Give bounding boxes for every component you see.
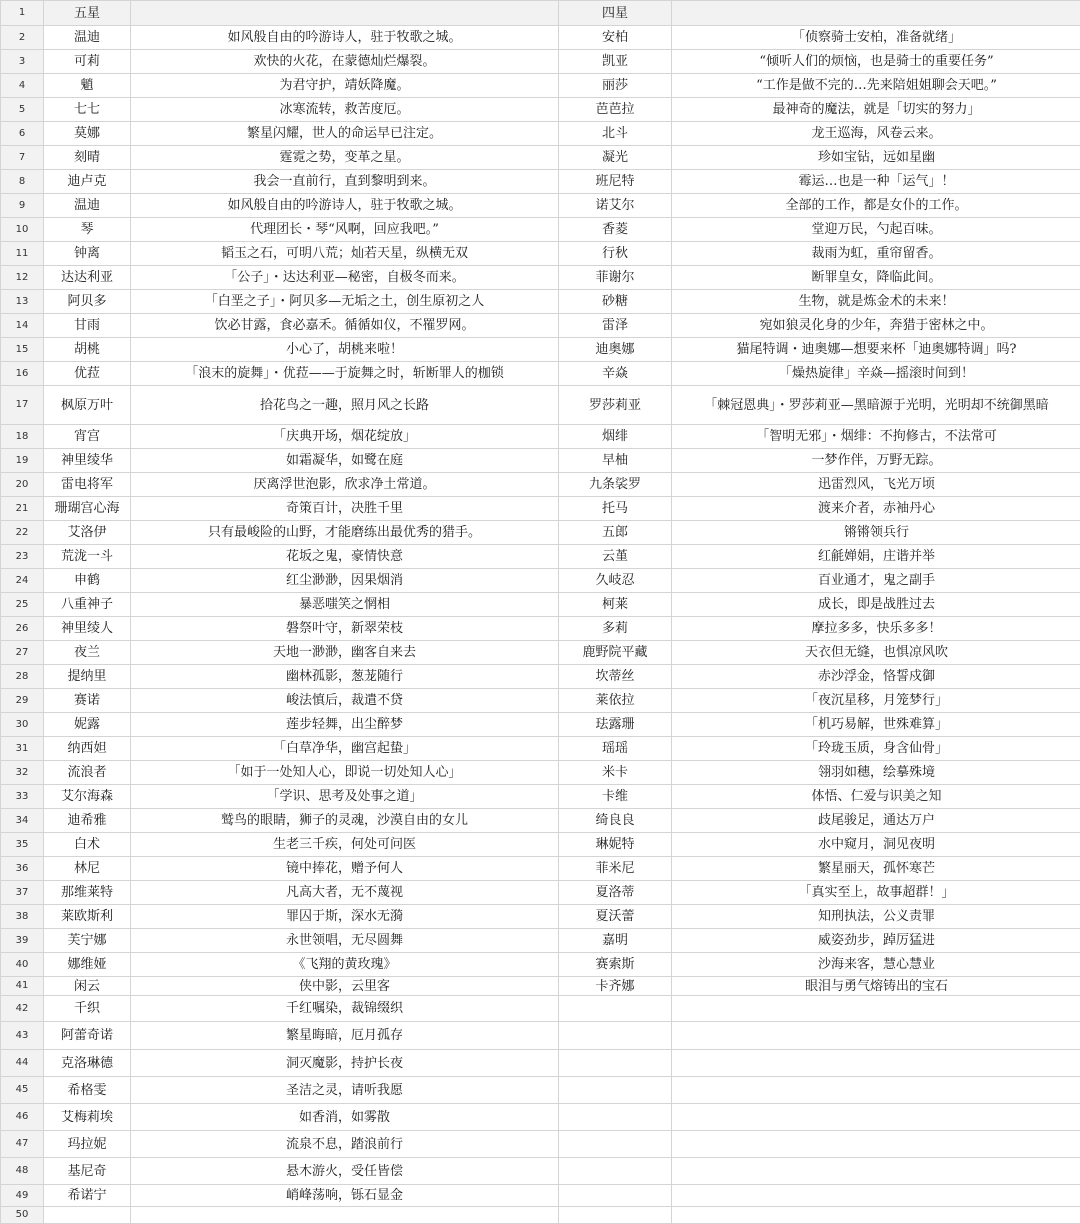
four-star-name-cell[interactable]: 罗莎莉亚 bbox=[559, 386, 672, 425]
row-number[interactable]: 44 bbox=[1, 1050, 44, 1077]
table-row bbox=[1, 1077, 1080, 1104]
four-star-name-cell[interactable]: 久岐忍 bbox=[559, 569, 672, 593]
table-row bbox=[1, 122, 1080, 146]
five-star-name-cell[interactable]: 那维莱特 bbox=[44, 881, 131, 905]
table-row bbox=[1, 929, 1080, 953]
four-star-name-cell[interactable] bbox=[559, 1185, 672, 1207]
four-star-quote-cell[interactable]: 「智明无邪」・烟绯：不拘修古，不法常可 bbox=[672, 425, 1080, 449]
five-star-quote-cell[interactable]: 饮必甘露，食必嘉禾。循循如仪，不罹罗网。 bbox=[131, 314, 559, 338]
five-star-name-cell[interactable]: 林尼 bbox=[44, 857, 131, 881]
table-row bbox=[1, 218, 1080, 242]
five-star-name-cell[interactable]: 温迪 bbox=[44, 194, 131, 218]
table-row bbox=[1, 314, 1080, 338]
five-star-quote-cell[interactable]: 红尘渺渺，因果烟消 bbox=[131, 569, 559, 593]
four-star-quote-cell[interactable]: 翎羽如穗，绘摹殊境 bbox=[672, 761, 1080, 785]
row-number[interactable]: 49 bbox=[1, 1185, 44, 1207]
five-star-name-cell[interactable]: 魈 bbox=[44, 74, 131, 98]
row-number[interactable]: 38 bbox=[1, 905, 44, 929]
row-number[interactable]: 25 bbox=[1, 593, 44, 617]
five-star-name-cell[interactable]: 玛拉妮 bbox=[44, 1131, 131, 1158]
four-star-name-cell[interactable] bbox=[559, 1158, 672, 1185]
table-row bbox=[1, 833, 1080, 857]
four-star-name-cell[interactable]: 鹿野院平藏 bbox=[559, 641, 672, 665]
five-star-quote-cell[interactable]: 镜中捧花，赠予何人 bbox=[131, 857, 559, 881]
table-row bbox=[1, 641, 1080, 665]
four-star-name-cell[interactable]: 瑶瑶 bbox=[559, 737, 672, 761]
five-star-quote-cell[interactable]: 圣洁之灵，请听我愿 bbox=[131, 1077, 559, 1104]
table-row bbox=[1, 953, 1080, 977]
table-row bbox=[1, 977, 1080, 996]
four-star-quote-cell[interactable]: 歧尾骏足，通达万户 bbox=[672, 809, 1080, 833]
five-star-name-cell[interactable]: 申鹤 bbox=[44, 569, 131, 593]
five-star-quote-cell[interactable]: 幽林孤影，葱茏随行 bbox=[131, 665, 559, 689]
five-star-quote-cell[interactable]: 「浪末的旋舞」・优菈——于旋舞之时，斩断罪人的枷锁 bbox=[131, 362, 559, 386]
five-star-quote-cell[interactable]: 鹫鸟的眼睛，狮子的灵魂，沙漠自由的女儿 bbox=[131, 809, 559, 833]
five-star-quote-cell[interactable]: 代理团长・琴“风啊，回应我吧。” bbox=[131, 218, 559, 242]
five-star-name-cell[interactable]: 雷电将军 bbox=[44, 473, 131, 497]
table-row bbox=[1, 1158, 1080, 1185]
five-star-name-cell[interactable]: 胡桃 bbox=[44, 338, 131, 362]
table-row bbox=[1, 170, 1080, 194]
five-star-quote-cell[interactable]: 欢快的火花，在蒙德灿烂爆裂。 bbox=[131, 50, 559, 74]
table-row bbox=[1, 617, 1080, 641]
header-row bbox=[1, 1, 1080, 26]
row-number[interactable]: 27 bbox=[1, 641, 44, 665]
five-star-quote-cell[interactable]: 花坂之鬼，豪情快意 bbox=[131, 545, 559, 569]
row-number[interactable]: 39 bbox=[1, 929, 44, 953]
row-number[interactable]: 28 bbox=[1, 665, 44, 689]
table-row bbox=[1, 905, 1080, 929]
table-row bbox=[1, 881, 1080, 905]
five-star-name-cell[interactable]: 八重神子 bbox=[44, 593, 131, 617]
five-star-quote-cell[interactable]: 繁星晦暗，厄月孤存 bbox=[131, 1022, 559, 1050]
row-number[interactable]: 17 bbox=[1, 386, 44, 425]
row-number[interactable]: 5 bbox=[1, 98, 44, 122]
four-star-name-cell[interactable]: 香菱 bbox=[559, 218, 672, 242]
five-star-quote-cell[interactable]: 悬木游火，受任皆偿 bbox=[131, 1158, 559, 1185]
table-row bbox=[1, 449, 1080, 473]
table-row bbox=[1, 98, 1080, 122]
five-star-name-cell[interactable]: 赛诺 bbox=[44, 689, 131, 713]
four-star-quote-cell[interactable]: 堂迎万民，勺起百味。 bbox=[672, 218, 1080, 242]
five-star-name-cell[interactable]: 流浪者 bbox=[44, 761, 131, 785]
five-star-name-cell[interactable]: 迪希雅 bbox=[44, 809, 131, 833]
five-star-quote-cell[interactable]: 「学识、思考及处事之道」 bbox=[131, 785, 559, 809]
five-star-name-cell[interactable]: 莱欧斯利 bbox=[44, 905, 131, 929]
row-number[interactable]: 35 bbox=[1, 833, 44, 857]
header-empty-cell[interactable] bbox=[672, 1, 1080, 26]
row-number[interactable]: 20 bbox=[1, 473, 44, 497]
row-number[interactable]: 21 bbox=[1, 497, 44, 521]
five-star-name-cell[interactable]: 七七 bbox=[44, 98, 131, 122]
five-star-quote-cell[interactable]: 生老三千疾，何处可问医 bbox=[131, 833, 559, 857]
four-star-name-cell[interactable]: 雷泽 bbox=[559, 314, 672, 338]
table-row bbox=[1, 1104, 1080, 1131]
five-star-name-cell[interactable]: 艾洛伊 bbox=[44, 521, 131, 545]
row-number[interactable]: 42 bbox=[1, 996, 44, 1022]
table-row bbox=[1, 266, 1080, 290]
four-star-name-cell[interactable]: 柯莱 bbox=[559, 593, 672, 617]
five-star-name-cell[interactable]: 夜兰 bbox=[44, 641, 131, 665]
five-star-name-cell[interactable]: 钟离 bbox=[44, 242, 131, 266]
five-star-name-cell[interactable]: 迪卢克 bbox=[44, 170, 131, 194]
five-star-name-cell[interactable]: 优菈 bbox=[44, 362, 131, 386]
table-row bbox=[1, 665, 1080, 689]
four-star-quote-cell[interactable]: 体悟、仁爱与识美之知 bbox=[672, 785, 1080, 809]
five-star-name-cell[interactable]: 千织 bbox=[44, 996, 131, 1022]
four-star-quote-cell[interactable]: 繁星丽天，孤怀寒芒 bbox=[672, 857, 1080, 881]
table-row bbox=[1, 146, 1080, 170]
four-star-name-cell[interactable] bbox=[559, 1050, 672, 1077]
table-row bbox=[1, 74, 1080, 98]
row-number[interactable]: 9 bbox=[1, 194, 44, 218]
table-row bbox=[1, 1050, 1080, 1077]
row-number[interactable]: 36 bbox=[1, 857, 44, 881]
four-star-quote-cell[interactable] bbox=[672, 1050, 1080, 1077]
four-star-quote-cell[interactable]: 猫尾特调・迪奥娜—想要来杯「迪奥娜特调」吗? bbox=[672, 338, 1080, 362]
row-number[interactable]: 2 bbox=[1, 26, 44, 50]
five-star-name-cell[interactable]: 宵宫 bbox=[44, 425, 131, 449]
four-star-quote-cell[interactable]: 水中窥月，洞见夜明 bbox=[672, 833, 1080, 857]
five-star-name-cell[interactable]: 芙宁娜 bbox=[44, 929, 131, 953]
four-star-quote-cell[interactable]: 「玲珑玉质，身含仙骨」 bbox=[672, 737, 1080, 761]
four-star-name-cell[interactable]: 绮良良 bbox=[559, 809, 672, 833]
table-row bbox=[1, 242, 1080, 266]
row-number[interactable]: 8 bbox=[1, 170, 44, 194]
table-row bbox=[1, 290, 1080, 314]
row-number[interactable]: 19 bbox=[1, 449, 44, 473]
four-star-quote-cell[interactable]: 珍如宝钻，远如星幽 bbox=[672, 146, 1080, 170]
row-number[interactable]: 31 bbox=[1, 737, 44, 761]
table-row bbox=[1, 521, 1080, 545]
five-star-name-cell[interactable]: 希诺宁 bbox=[44, 1185, 131, 1207]
row-number[interactable]: 48 bbox=[1, 1158, 44, 1185]
four-star-quote-cell[interactable]: 天衣但无缝，也惧凉风吹 bbox=[672, 641, 1080, 665]
table-row bbox=[1, 362, 1080, 386]
four-star-quote-cell[interactable]: 「棘冠恩典」・罗莎莉亚—黑暗源于光明，光明却不统御黑暗 bbox=[672, 386, 1080, 425]
five-star-quote-cell[interactable]: 拾花鸟之一趣，照月风之长路 bbox=[131, 386, 559, 425]
four-star-quote-cell[interactable]: 霉运…也是一种「运气」！ bbox=[672, 170, 1080, 194]
table-row bbox=[1, 473, 1080, 497]
four-star-quote-cell[interactable]: 渡来介者，赤袖丹心 bbox=[672, 497, 1080, 521]
four-star-name-cell[interactable]: 琳妮特 bbox=[559, 833, 672, 857]
five-star-name-cell[interactable]: 达达利亚 bbox=[44, 266, 131, 290]
four-star-name-cell[interactable]: 卡齐娜 bbox=[559, 977, 672, 996]
four-star-quote-cell[interactable]: 「真实至上，故事超群！」 bbox=[672, 881, 1080, 905]
four-star-quote-cell[interactable]: 迅雷烈风，飞光万顷 bbox=[672, 473, 1080, 497]
four-star-name-cell[interactable]: 安柏 bbox=[559, 26, 672, 50]
four-star-quote-cell[interactable]: 摩拉多多，快乐多多！ bbox=[672, 617, 1080, 641]
four-star-quote-cell[interactable]: 全部的工作，都是女仆的工作。 bbox=[672, 194, 1080, 218]
five-star-quote-cell[interactable]: 峭峰荡响，铄石显金 bbox=[131, 1185, 559, 1207]
header-five-star[interactable]: 五星 bbox=[44, 1, 131, 26]
four-star-quote-cell[interactable] bbox=[672, 1022, 1080, 1050]
five-star-name-cell[interactable]: 希格雯 bbox=[44, 1077, 131, 1104]
five-star-name-cell[interactable]: 娜维娅 bbox=[44, 953, 131, 977]
row-number[interactable]: 43 bbox=[1, 1022, 44, 1050]
four-star-quote-cell[interactable]: 「燥热旋律」辛焱—摇滚时间到！ bbox=[672, 362, 1080, 386]
table-row bbox=[1, 593, 1080, 617]
row-number[interactable]: 13 bbox=[1, 290, 44, 314]
five-star-quote-cell[interactable]: 洞灭魔影，持护长夜 bbox=[131, 1050, 559, 1077]
four-star-name-cell[interactable]: 北斗 bbox=[559, 122, 672, 146]
five-star-name-cell[interactable]: 基尼奇 bbox=[44, 1158, 131, 1185]
five-star-quote-cell[interactable]: 暴恶嗤笑之惘相 bbox=[131, 593, 559, 617]
five-star-quote-cell[interactable]: 莲步轻舞，出尘醉梦 bbox=[131, 713, 559, 737]
five-star-quote-cell[interactable]: 韬玉之石，可明八荒；灿若天星，纵横无双 bbox=[131, 242, 559, 266]
five-star-quote-cell[interactable]: 千红嘱染，裁锦缀织 bbox=[131, 996, 559, 1022]
table-row bbox=[1, 1022, 1080, 1050]
row-number[interactable]: 37 bbox=[1, 881, 44, 905]
four-star-quote-cell[interactable]: 「机巧易解，世殊难算」 bbox=[672, 713, 1080, 737]
row-number[interactable]: 50 bbox=[1, 1207, 44, 1224]
five-star-quote-cell[interactable]: 「公子」・达达利亚—秘密，自极冬而来。 bbox=[131, 266, 559, 290]
five-star-name-cell[interactable]: 甘雨 bbox=[44, 314, 131, 338]
row-number[interactable]: 14 bbox=[1, 314, 44, 338]
five-star-name-cell[interactable]: 莫娜 bbox=[44, 122, 131, 146]
row-number[interactable]: 34 bbox=[1, 809, 44, 833]
table-row bbox=[1, 737, 1080, 761]
row-number[interactable]: 7 bbox=[1, 146, 44, 170]
row-number[interactable]: 30 bbox=[1, 713, 44, 737]
four-star-name-cell[interactable]: 迪奥娜 bbox=[559, 338, 672, 362]
table-row bbox=[1, 1131, 1080, 1158]
five-star-quote-cell[interactable]: 罪囚于斯，深水无漪 bbox=[131, 905, 559, 929]
five-star-quote-cell[interactable]: 如霜凝华，如鹭在庭 bbox=[131, 449, 559, 473]
four-star-name-cell[interactable]: 芭芭拉 bbox=[559, 98, 672, 122]
four-star-quote-cell[interactable]: 红毹婵娟，庄谐并举 bbox=[672, 545, 1080, 569]
row-number[interactable]: 26 bbox=[1, 617, 44, 641]
four-star-quote-cell[interactable]: 裁雨为虹，重帘留香。 bbox=[672, 242, 1080, 266]
four-star-name-cell[interactable]: 菲米尼 bbox=[559, 857, 672, 881]
four-star-quote-cell[interactable]: 赤沙浮金，恪誓戍御 bbox=[672, 665, 1080, 689]
row-number[interactable]: 41 bbox=[1, 977, 44, 996]
four-star-quote-cell[interactable]: 断罪皇女，降临此间。 bbox=[672, 266, 1080, 290]
four-star-quote-cell[interactable]: 宛如狼灵化身的少年，奔猎于密林之中。 bbox=[672, 314, 1080, 338]
five-star-name-cell[interactable]: 纳西妲 bbox=[44, 737, 131, 761]
table-row bbox=[1, 785, 1080, 809]
four-star-quote-cell[interactable] bbox=[672, 996, 1080, 1022]
four-star-name-cell[interactable]: 夏沃蕾 bbox=[559, 905, 672, 929]
four-star-name-cell[interactable]: 夏洛蒂 bbox=[559, 881, 672, 905]
five-star-name-cell[interactable]: 温迪 bbox=[44, 26, 131, 50]
five-star-quote-cell[interactable]: 「白草净华，幽宫起蛰」 bbox=[131, 737, 559, 761]
five-star-name-cell[interactable]: 荒泷一斗 bbox=[44, 545, 131, 569]
four-star-quote-cell[interactable]: 沙海来客，慧心慧业 bbox=[672, 953, 1080, 977]
row-number[interactable]: 15 bbox=[1, 338, 44, 362]
four-star-name-cell[interactable] bbox=[559, 1104, 672, 1131]
row-number[interactable]: 29 bbox=[1, 689, 44, 713]
table-row bbox=[1, 689, 1080, 713]
five-star-name-cell[interactable]: 艾尔海森 bbox=[44, 785, 131, 809]
four-star-name-cell[interactable]: 丽莎 bbox=[559, 74, 672, 98]
table-row bbox=[1, 1185, 1080, 1207]
table-row bbox=[1, 996, 1080, 1022]
four-star-quote-cell[interactable] bbox=[672, 1104, 1080, 1131]
four-star-quote-cell[interactable] bbox=[672, 1185, 1080, 1207]
five-star-name-cell[interactable]: 闲云 bbox=[44, 977, 131, 996]
five-star-name-cell[interactable]: 可莉 bbox=[44, 50, 131, 74]
table-row bbox=[1, 497, 1080, 521]
four-star-quote-cell[interactable]: 威姿劲步，踔厉猛进 bbox=[672, 929, 1080, 953]
four-star-name-cell[interactable] bbox=[559, 996, 672, 1022]
five-star-quote-cell[interactable]: 只有最峻险的山野，才能磨练出最优秀的猎手。 bbox=[131, 521, 559, 545]
row-number[interactable]: 10 bbox=[1, 218, 44, 242]
four-star-name-cell[interactable]: 凯亚 bbox=[559, 50, 672, 74]
row-number[interactable]: 4 bbox=[1, 74, 44, 98]
four-star-quote-cell[interactable]: 「夜沉星移，月笼梦行」 bbox=[672, 689, 1080, 713]
four-star-name-cell[interactable]: 诺艾尔 bbox=[559, 194, 672, 218]
five-star-name-cell[interactable]: 提纳里 bbox=[44, 665, 131, 689]
row-number[interactable]: 12 bbox=[1, 266, 44, 290]
table-row bbox=[1, 425, 1080, 449]
four-star-quote-cell[interactable] bbox=[672, 1158, 1080, 1185]
five-star-quote-cell[interactable]: 流泉不息，踏浪前行 bbox=[131, 1131, 559, 1158]
four-star-quote-cell[interactable] bbox=[672, 1077, 1080, 1104]
row-number[interactable]: 33 bbox=[1, 785, 44, 809]
five-star-quote-cell[interactable]: 《飞翔的黄玫瑰》 bbox=[131, 953, 559, 977]
table-row bbox=[1, 569, 1080, 593]
header-empty-cell[interactable] bbox=[131, 1, 559, 26]
five-star-quote-cell[interactable]: 「白垩之子」・阿贝多—无垢之土，创生原初之人 bbox=[131, 290, 559, 314]
row-number[interactable]: 1 bbox=[1, 1, 44, 26]
four-star-name-cell[interactable] bbox=[559, 1022, 672, 1050]
five-star-quote-cell[interactable]: 峻法慎后，裁遣不贷 bbox=[131, 689, 559, 713]
five-star-quote-cell[interactable]: 磐祭叶守，新翠荣枝 bbox=[131, 617, 559, 641]
four-star-quote-cell[interactable]: 眼泪与勇气熔铸出的宝石 bbox=[672, 977, 1080, 996]
table-row bbox=[1, 338, 1080, 362]
four-star-name-cell[interactable]: 凝光 bbox=[559, 146, 672, 170]
header-four-star[interactable]: 四星 bbox=[559, 1, 672, 26]
four-star-name-cell[interactable]: 辛焱 bbox=[559, 362, 672, 386]
row-number[interactable]: 11 bbox=[1, 242, 44, 266]
four-star-name-cell[interactable]: 嘉明 bbox=[559, 929, 672, 953]
four-star-name-cell[interactable]: 托马 bbox=[559, 497, 672, 521]
five-star-name-cell[interactable]: 刻晴 bbox=[44, 146, 131, 170]
five-star-quote-cell[interactable]: 如香消，如雾散 bbox=[131, 1104, 559, 1131]
row-number[interactable]: 40 bbox=[1, 953, 44, 977]
five-star-quote-cell[interactable]: 繁星闪耀，世人的命运早已注定。 bbox=[131, 122, 559, 146]
five-star-name-cell[interactable]: 枫原万叶 bbox=[44, 386, 131, 425]
four-star-name-cell[interactable] bbox=[559, 1077, 672, 1104]
four-star-name-cell[interactable]: 早柚 bbox=[559, 449, 672, 473]
four-star-name-cell[interactable]: 烟绯 bbox=[559, 425, 672, 449]
table-row bbox=[1, 761, 1080, 785]
table-row bbox=[1, 194, 1080, 218]
four-star-name-cell[interactable]: 班尼特 bbox=[559, 170, 672, 194]
four-star-name-cell[interactable]: 米卡 bbox=[559, 761, 672, 785]
five-star-quote-cell[interactable]: 如风般自由的吟游诗人，驻于牧歌之城。 bbox=[131, 26, 559, 50]
table-row bbox=[1, 50, 1080, 74]
four-star-name-cell[interactable]: 五郎 bbox=[559, 521, 672, 545]
four-star-name-cell[interactable]: 珐露珊 bbox=[559, 713, 672, 737]
four-star-name-cell[interactable] bbox=[559, 1131, 672, 1158]
five-star-quote-cell[interactable]: 冰寒流转，救苦度厄。 bbox=[131, 98, 559, 122]
five-star-name-cell[interactable]: 艾梅莉埃 bbox=[44, 1104, 131, 1131]
row-number[interactable]: 3 bbox=[1, 50, 44, 74]
four-star-quote-cell[interactable]: 最神奇的魔法，就是「切实的努力」 bbox=[672, 98, 1080, 122]
table-row bbox=[1, 857, 1080, 881]
five-star-name-cell[interactable]: 琴 bbox=[44, 218, 131, 242]
five-star-quote-cell[interactable]: 如风般自由的吟游诗人，驻于牧歌之城。 bbox=[131, 194, 559, 218]
row-number[interactable]: 47 bbox=[1, 1131, 44, 1158]
five-star-quote-cell[interactable]: 奇策百计，决胜千里 bbox=[131, 497, 559, 521]
five-star-quote-cell[interactable]: 厌离浮世泡影，欣求净土常道。 bbox=[131, 473, 559, 497]
five-star-quote-cell[interactable]: 凡高大者，无不蔑视 bbox=[131, 881, 559, 905]
row-number[interactable]: 23 bbox=[1, 545, 44, 569]
four-star-quote-cell[interactable]: 百业通才，鬼之副手 bbox=[672, 569, 1080, 593]
four-star-name-cell[interactable]: 赛索斯 bbox=[559, 953, 672, 977]
four-star-name-cell[interactable]: 行秋 bbox=[559, 242, 672, 266]
row-number[interactable]: 32 bbox=[1, 761, 44, 785]
row-number[interactable]: 22 bbox=[1, 521, 44, 545]
five-star-name-cell[interactable]: 克洛琳德 bbox=[44, 1050, 131, 1077]
four-star-quote-cell[interactable]: 一梦作伴，万野无踪。 bbox=[672, 449, 1080, 473]
five-star-quote-cell[interactable]: 天地一渺渺，幽客自来去 bbox=[131, 641, 559, 665]
row-number[interactable]: 46 bbox=[1, 1104, 44, 1131]
four-star-quote-cell[interactable]: “倾听人们的烦恼，也是骑士的重要任务” bbox=[672, 50, 1080, 74]
five-star-quote-cell[interactable]: 侠中影，云里客 bbox=[131, 977, 559, 996]
table-row bbox=[1, 26, 1080, 50]
four-star-quote-cell[interactable]: 龙王巡海，风卷云来。 bbox=[672, 122, 1080, 146]
five-star-name-cell[interactable]: 神里绫华 bbox=[44, 449, 131, 473]
five-star-quote-cell[interactable]: 为君守护，靖妖降魔。 bbox=[131, 74, 559, 98]
row-number[interactable]: 18 bbox=[1, 425, 44, 449]
four-star-quote-cell[interactable]: 成长，即是战胜过去 bbox=[672, 593, 1080, 617]
five-star-quote-cell[interactable]: 霆霓之势，变革之星。 bbox=[131, 146, 559, 170]
five-star-quote-cell[interactable]: 小心了，胡桃来啦！ bbox=[131, 338, 559, 362]
five-star-name-cell[interactable]: 阿蕾奇诺 bbox=[44, 1022, 131, 1050]
four-star-quote-cell[interactable] bbox=[672, 1131, 1080, 1158]
five-star-name-cell[interactable]: 阿贝多 bbox=[44, 290, 131, 314]
five-star-quote-cell[interactable]: 我会一直前行，直到黎明到来。 bbox=[131, 170, 559, 194]
four-star-name-cell[interactable]: 砂糖 bbox=[559, 290, 672, 314]
row-number[interactable]: 6 bbox=[1, 122, 44, 146]
table-row bbox=[1, 386, 1080, 425]
table-row bbox=[1, 545, 1080, 569]
four-star-quote-cell[interactable]: “工作是做不完的…先来陪姐姐聊会天吧。” bbox=[672, 74, 1080, 98]
four-star-quote-cell[interactable]: 锵锵领兵行 bbox=[672, 521, 1080, 545]
four-star-name-cell[interactable]: 九条裟罗 bbox=[559, 473, 672, 497]
five-star-quote-cell[interactable]: 「庆典开场，烟花绽放」 bbox=[131, 425, 559, 449]
five-star-name-cell[interactable]: 白术 bbox=[44, 833, 131, 857]
table-row bbox=[1, 713, 1080, 737]
four-star-quote-cell[interactable]: 「侦察骑士安柏，准备就绪」 bbox=[672, 26, 1080, 50]
five-star-name-cell[interactable]: 妮露 bbox=[44, 713, 131, 737]
table-row bbox=[1, 809, 1080, 833]
four-star-name-cell[interactable]: 莱依拉 bbox=[559, 689, 672, 713]
four-star-quote-cell[interactable]: 知刑执法，公义责罪 bbox=[672, 905, 1080, 929]
row-number[interactable]: 45 bbox=[1, 1077, 44, 1104]
five-star-name-cell[interactable]: 珊瑚宫心海 bbox=[44, 497, 131, 521]
four-star-name-cell[interactable]: 卡维 bbox=[559, 785, 672, 809]
four-star-name-cell[interactable]: 云堇 bbox=[559, 545, 672, 569]
five-star-quote-cell[interactable]: 「如于一处知人心，即说一切处知人心」 bbox=[131, 761, 559, 785]
four-star-name-cell[interactable]: 多莉 bbox=[559, 617, 672, 641]
four-star-name-cell[interactable]: 坎蒂丝 bbox=[559, 665, 672, 689]
four-star-name-cell[interactable]: 菲谢尔 bbox=[559, 266, 672, 290]
five-star-name-cell[interactable]: 神里绫人 bbox=[44, 617, 131, 641]
four-star-quote-cell[interactable]: 生物，就是炼金术的未来！ bbox=[672, 290, 1080, 314]
row-number[interactable]: 24 bbox=[1, 569, 44, 593]
five-star-quote-cell[interactable]: 永世领唱，无尽圆舞 bbox=[131, 929, 559, 953]
row-number[interactable]: 16 bbox=[1, 362, 44, 386]
